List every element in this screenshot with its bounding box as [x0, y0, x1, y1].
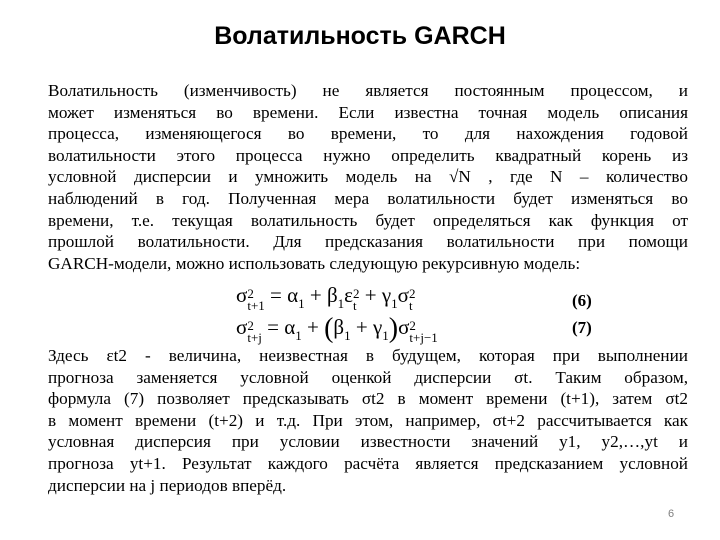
text-line: прошлой волатильности. Для предсказания волатильности при помощи [48, 232, 688, 252]
text-line: дисперсии на j периодов вперёд. [48, 475, 287, 495]
text-line: может изменяться во времени. Если известна точная модель описания [48, 102, 688, 122]
page-number: 6 [668, 508, 675, 520]
text-line: условной дисперсии и умножить модель на √N , где N – количество [48, 167, 688, 187]
text-line: GARCH-модели, можно использовать следующую рекурсивную модель: [48, 253, 581, 273]
text-line: Волатильность (изменчивость) не является постоянным процессом, и [48, 81, 688, 100]
text-line: условная дисперсия при условии известности значений y1, y2,…,yt и [48, 432, 688, 452]
text-line: прогноза yt+1. Результат каждого расчёта является предсказанием условной [48, 453, 688, 473]
intro-paragraph [48, 80, 688, 274]
text-line: Здесь εt2 - величина, неизвестная в будущем, которая при выполнении [48, 346, 688, 365]
text-line: процесса, изменяющегося во времени, то для нахождения годовой [48, 124, 688, 144]
text-line: волатильности этого процесса нужно определить квадратный корень из [48, 145, 688, 165]
text-line: формула (7) позволяет предсказывать σt2 в момент времени (t+1), затем σt2 [48, 389, 688, 409]
equation-label-6: (6) [572, 291, 592, 310]
text-line: прогноза заменяется условной оценкой дисперсии σt. Таким образом, [48, 367, 688, 387]
equation-label-7: (7) [572, 318, 592, 337]
text-line: в момент времени (t+2) и т.д. При этом, например, σt+2 рассчитывается как [48, 410, 688, 430]
text-line: наблюдений в год. Полученная мера волатильности будет изменяться во [48, 188, 688, 208]
slide-title: Волатильность GARCH [214, 22, 506, 50]
text-line: времени, т.е. текущая волатильность будет определяться как функция от [48, 210, 688, 230]
explanation-paragraph [48, 345, 688, 496]
garch-formula-7: σ2 $t+j = \alpha_1 + (\beta_1 + \gamma_1)\sigma 2$ t+j−1 [236, 313, 438, 345]
garch-formula-6: σ2 $t+1 = \alpha_1 + \beta_1\varepsilon 2$ $t + \gamma_1\sigma 2$ t [236, 283, 416, 313]
